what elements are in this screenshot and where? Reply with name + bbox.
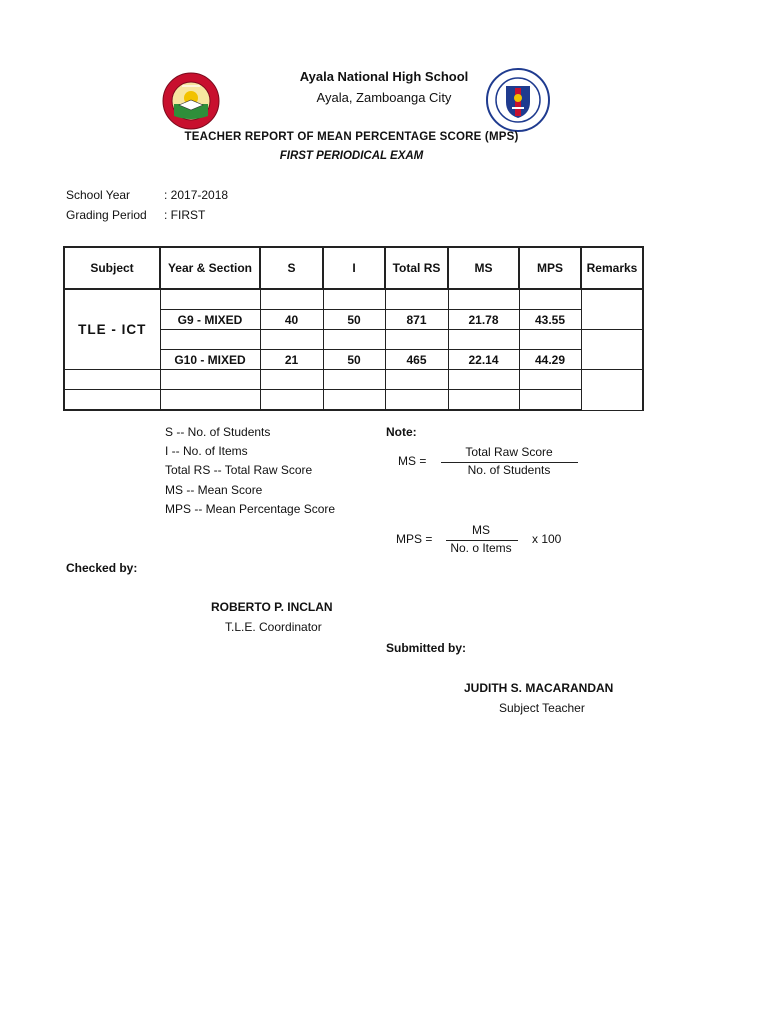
legend-item: MS -- Mean Score bbox=[165, 483, 263, 497]
header-total-rs: Total RS bbox=[385, 247, 448, 289]
table-row bbox=[64, 370, 643, 390]
mps-multiplier: x 100 bbox=[532, 532, 562, 546]
checked-by-label: Checked by: bbox=[66, 561, 138, 575]
mps-numerator: MS bbox=[472, 523, 490, 537]
checker-title: T.L.E. Coordinator bbox=[225, 620, 322, 634]
submitter-title: Subject Teacher bbox=[499, 701, 585, 715]
cell-i bbox=[323, 330, 385, 350]
cell-total-rs bbox=[385, 390, 448, 411]
cell-s bbox=[260, 330, 323, 350]
mps-table bbox=[63, 246, 644, 411]
cell-ms: 21.78 bbox=[448, 310, 519, 330]
cell-s: 40 bbox=[260, 310, 323, 330]
cell-section bbox=[160, 330, 260, 350]
table-row bbox=[64, 289, 643, 310]
cell-s bbox=[260, 370, 323, 390]
school-address: Ayala, Zamboanga City bbox=[316, 90, 452, 105]
cell-s bbox=[260, 289, 323, 310]
cell-s: 21 bbox=[260, 350, 323, 370]
cell-ms bbox=[448, 289, 519, 310]
cell-section bbox=[160, 390, 260, 411]
report-subtitle: FIRST PERIODICAL EXAM bbox=[279, 150, 424, 162]
cell-total-rs: 465 bbox=[385, 350, 448, 370]
submitter-name: JUDITH S. MACARANDAN bbox=[464, 681, 614, 695]
cell-mps: 43.55 bbox=[519, 310, 581, 330]
submitted-by-label: Submitted by: bbox=[386, 641, 466, 655]
cell-total-rs bbox=[385, 289, 448, 310]
cell-i: 50 bbox=[323, 350, 385, 370]
mps-denominator: No. o Items bbox=[450, 541, 512, 555]
cell-section: G10 - MIXED bbox=[160, 350, 260, 370]
cell-mps bbox=[519, 390, 581, 411]
cell-i: 50 bbox=[323, 310, 385, 330]
table-row bbox=[64, 390, 643, 411]
header-remarks: Remarks bbox=[581, 247, 643, 289]
cell-mps bbox=[519, 370, 581, 390]
cell-total-rs: 871 bbox=[385, 310, 448, 330]
grading-period-label: Grading Period bbox=[66, 208, 147, 222]
cell-section bbox=[160, 370, 260, 390]
cell-total-rs bbox=[385, 330, 448, 350]
cell-s bbox=[260, 390, 323, 411]
cell-ms bbox=[448, 390, 519, 411]
cell-total-rs bbox=[385, 370, 448, 390]
cell-ms bbox=[448, 330, 519, 350]
header-s: S bbox=[260, 247, 323, 289]
header-ms: MS bbox=[448, 247, 519, 289]
cell-section bbox=[160, 289, 260, 310]
legend-item: MPS -- Mean Percentage Score bbox=[165, 502, 336, 516]
mps-formula-label: MPS = bbox=[396, 532, 433, 546]
cell-subject-empty bbox=[64, 390, 160, 411]
header-year-section: Year & Section bbox=[160, 247, 260, 289]
cell-remarks bbox=[581, 289, 643, 330]
ms-numerator: Total Raw Score bbox=[465, 445, 553, 459]
header-subject: Subject bbox=[64, 247, 160, 289]
cell-remarks bbox=[581, 370, 643, 411]
legend-item: Total RS -- Total Raw Score bbox=[165, 463, 313, 477]
school-year-value: : 2017-2018 bbox=[164, 188, 229, 202]
grading-period-value: : FIRST bbox=[164, 208, 206, 222]
ms-denominator: No. of Students bbox=[467, 463, 551, 477]
header-i: I bbox=[323, 247, 385, 289]
legend-item: S -- No. of Students bbox=[165, 425, 271, 439]
cell-i bbox=[323, 289, 385, 310]
cell-subject-empty bbox=[64, 370, 160, 390]
cell-mps bbox=[519, 330, 581, 350]
cell-remarks bbox=[581, 330, 643, 370]
cell-mps: 44.29 bbox=[519, 350, 581, 370]
cell-i bbox=[323, 370, 385, 390]
subject-cell: TLE - ICT bbox=[64, 289, 160, 370]
school-name: Ayala National High School bbox=[299, 69, 469, 84]
cell-ms bbox=[448, 370, 519, 390]
note-label: Note: bbox=[386, 425, 417, 439]
cell-section: G9 - MIXED bbox=[160, 310, 260, 330]
table-header-row bbox=[64, 247, 643, 289]
school-year-label: School Year bbox=[66, 188, 131, 202]
cell-i bbox=[323, 390, 385, 411]
ms-formula-label: MS = bbox=[398, 454, 427, 468]
report-title: TEACHER REPORT OF MEAN PERCENTAGE SCORE (MPS) bbox=[184, 131, 519, 143]
checker-name: ROBERTO P. INCLAN bbox=[211, 600, 333, 614]
cell-ms: 22.14 bbox=[448, 350, 519, 370]
cell-mps bbox=[519, 289, 581, 310]
legend-item: I -- No. of Items bbox=[165, 444, 248, 458]
header-mps: MPS bbox=[519, 247, 581, 289]
